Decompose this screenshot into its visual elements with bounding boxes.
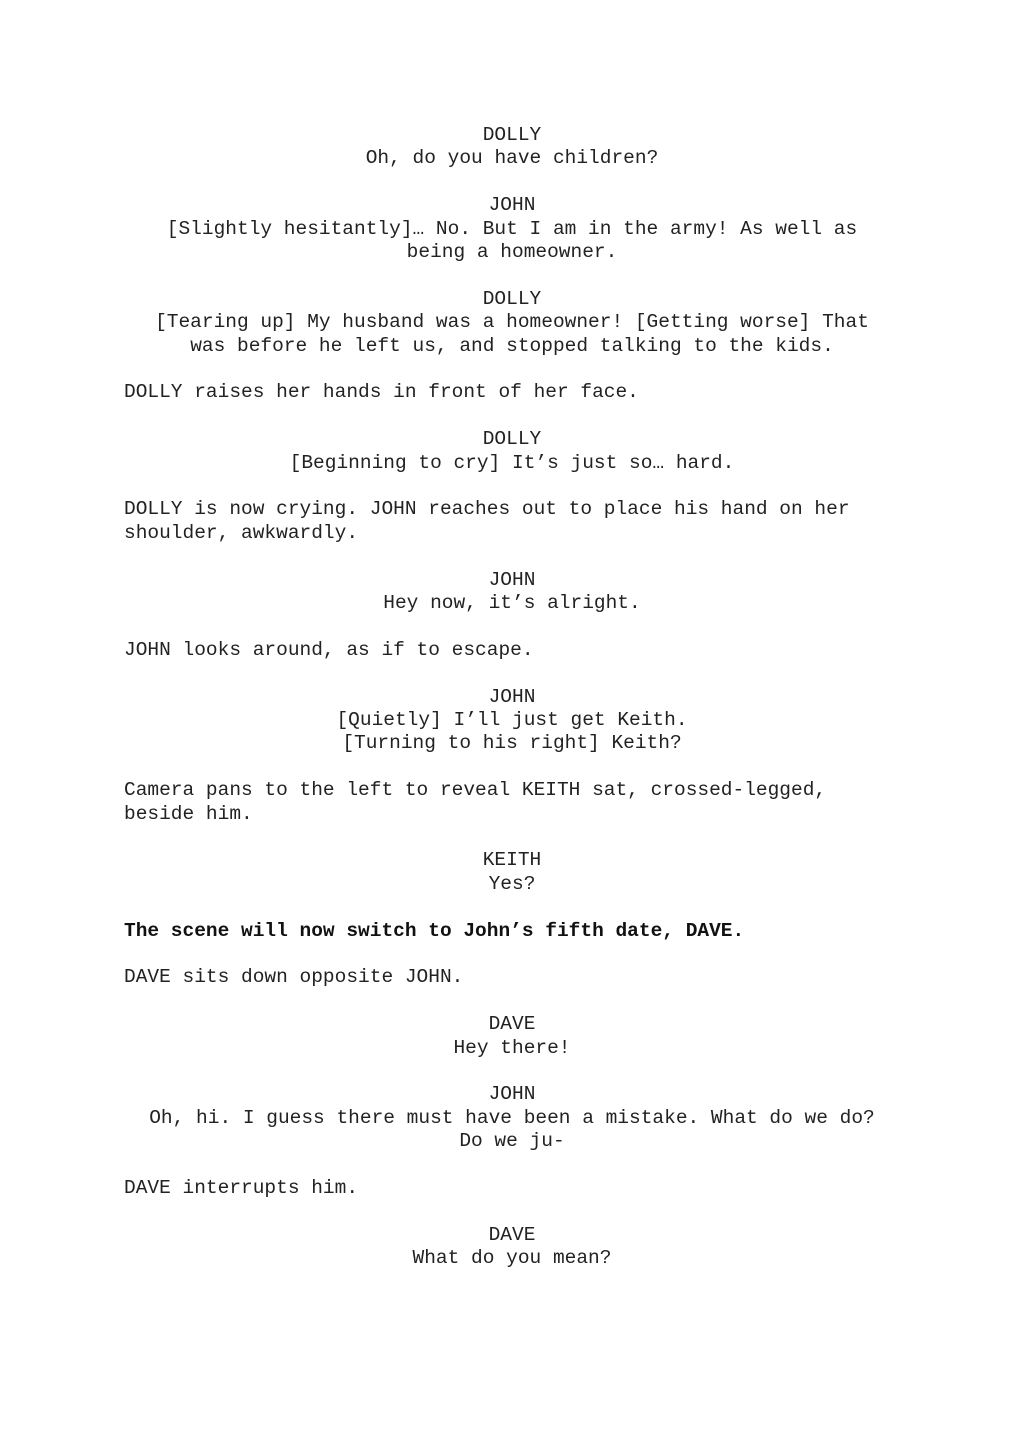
dialogue-line: Oh, hi. I guess there must have been a mistake. What do we do? <box>149 1106 875 1129</box>
action-line: Camera pans to the left to reveal KEITH sat, crossed-legged, <box>124 779 827 802</box>
action-line: DAVE sits down opposite JOHN. <box>124 966 464 989</box>
action-line: DAVE interrupts him. <box>124 1177 359 1200</box>
character-cue: JOHN <box>488 685 536 708</box>
dialogue-line: [Tearing up] My husband was a homeowner! [Getting worse] That <box>155 311 869 334</box>
dialogue-block <box>124 1083 900 1153</box>
dialogue-block <box>124 194 900 264</box>
character-cue: JOHN <box>488 1083 536 1106</box>
character-cue: DOLLY <box>482 287 542 310</box>
dialogue-line: [Turning to his right] Keith? <box>342 732 682 755</box>
character-cue: DAVE <box>488 1013 536 1036</box>
action-block <box>124 498 900 545</box>
dialogue-line: was before he left us, and stopped talking to the kids. <box>190 334 834 357</box>
dialogue-line: Hey now, it’s alright. <box>383 592 641 615</box>
dialogue-line: [Beginning to cry] It’s just so… hard. <box>289 451 735 474</box>
dialogue-block <box>124 288 900 358</box>
dialogue-block <box>124 1224 900 1271</box>
dialogue-line: What do you mean? <box>412 1247 612 1270</box>
dialogue-line: [Slightly hesitantly]… No. But I am in the army! As well as <box>166 217 858 240</box>
scene-transition-line: The scene will now switch to John’s fifth date, DAVE. <box>124 919 745 942</box>
dialogue-line: being a homeowner. <box>406 241 618 264</box>
character-cue: JOHN <box>488 194 536 217</box>
dialogue-line: [Quietly] I’ll just get Keith. <box>336 709 688 732</box>
action-block <box>124 381 900 404</box>
scene-transition-block <box>124 920 900 943</box>
dialogue-block <box>124 849 900 896</box>
dialogue-block <box>124 428 900 475</box>
action-block <box>124 779 900 826</box>
action-line: JOHN looks around, as if to escape. <box>124 638 534 661</box>
character-cue: DOLLY <box>482 124 542 146</box>
action-block <box>124 639 900 662</box>
dialogue-block <box>124 569 900 616</box>
dialogue-line: Hey there! <box>453 1036 571 1059</box>
action-line: DOLLY raises her hands in front of her face. <box>124 381 639 404</box>
character-cue: DOLLY <box>482 428 542 451</box>
dialogue-block <box>124 1013 900 1060</box>
action-block <box>124 966 900 989</box>
action-block <box>124 1177 900 1200</box>
action-line: beside him. <box>124 802 253 825</box>
script-content <box>124 124 900 1271</box>
action-line: shoulder, awkwardly. <box>124 521 359 544</box>
dialogue-block <box>124 124 900 171</box>
dialogue-block <box>124 686 900 756</box>
character-cue: JOHN <box>488 568 536 591</box>
character-cue: KEITH <box>482 849 542 872</box>
dialogue-line: Yes? <box>488 872 536 895</box>
character-cue: DAVE <box>488 1223 536 1246</box>
dialogue-line: Do we ju- <box>459 1130 565 1153</box>
dialogue-line: Oh, do you have children? <box>365 147 659 170</box>
action-line: DOLLY is now crying. JOHN reaches out to place his hand on her <box>124 498 850 521</box>
